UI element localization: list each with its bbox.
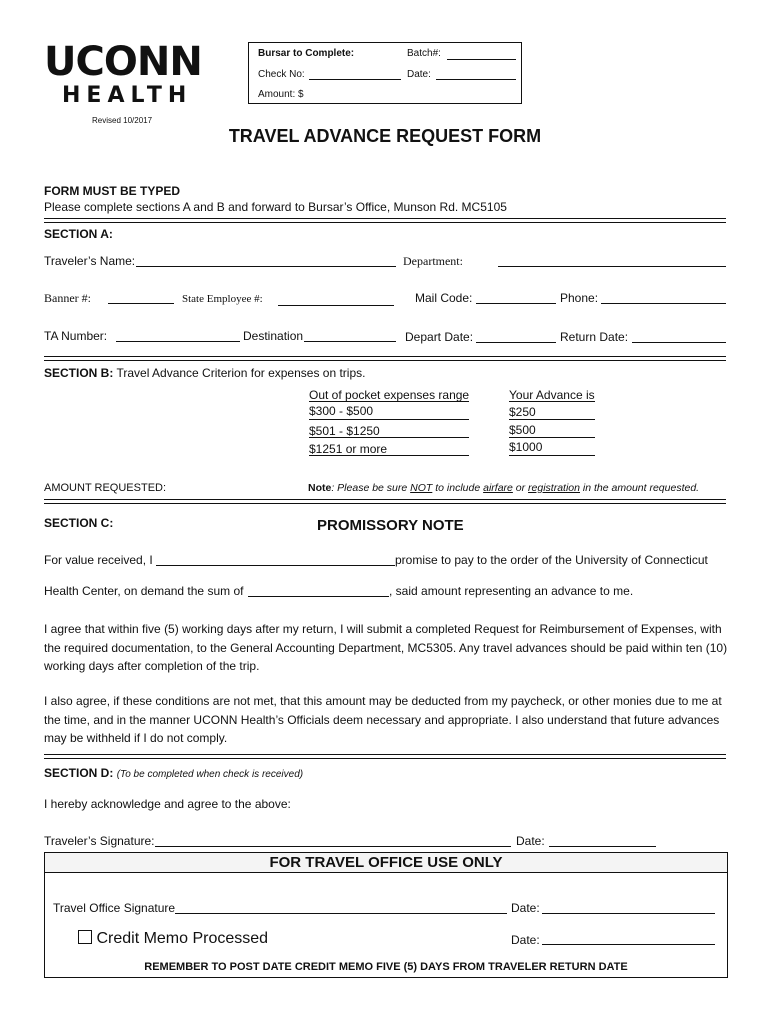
department-field[interactable]: [498, 266, 726, 267]
ta-number-label: TA Number:: [44, 329, 108, 343]
mail-code-label: Mail Code:: [415, 291, 473, 305]
section-d-label: SECTION D:: [44, 766, 114, 780]
agreement-paragraph-2: I also agree, if these conditions are not met, that this amount may be deducted from my paycheck, or other monies due to me at the time, and in the manner UCONN Health’s Officials deem necessary and appropriate. I also understand that future advances may be withheld if I do not comply.: [44, 694, 722, 745]
note: [308, 482, 699, 494]
department-label: Department:: [403, 254, 463, 268]
destination-field[interactable]: [304, 341, 396, 342]
form-title: TRAVEL ADVANCE REQUEST FORM: [228, 126, 542, 146]
credit-memo-date-field[interactable]: [542, 944, 715, 945]
table-rule: [509, 437, 595, 438]
note-text: or: [512, 482, 529, 494]
signature-date-field[interactable]: [549, 846, 656, 847]
note-registration: registration: [528, 482, 580, 494]
table-cell-range: $300 - $500: [309, 404, 374, 418]
acknowledge-text: I hereby acknowledge and agree to the above:: [44, 797, 291, 811]
table-cell-advance: $500: [509, 423, 536, 437]
instructions: Please complete sections A and B and forward to Bursar’s Office, Munson Rd. MC5105: [44, 200, 507, 214]
credit-memo-label: Credit Memo Processed: [96, 930, 269, 947]
sum-label: Health Center, on demand the sum of: [44, 584, 244, 598]
bursar-date-field[interactable]: [436, 79, 516, 80]
table-rule: [309, 419, 469, 420]
return-date-field[interactable]: [632, 342, 726, 343]
depart-date-label: Depart Date:: [405, 330, 474, 344]
sum-text: , said amount representing an advance to me.: [389, 584, 634, 598]
batch-field[interactable]: [447, 59, 516, 60]
section-b-label: SECTION B:: [44, 366, 114, 380]
bursar-date-label: Date:: [407, 69, 431, 80]
must-be-typed: FORM MUST BE TYPED: [44, 184, 181, 198]
phone-field[interactable]: [601, 303, 726, 304]
section-b-text: Travel Advance Criterion for expenses on trips.: [113, 366, 366, 380]
note-text: in the amount requested.: [580, 482, 700, 494]
return-date-label: Return Date:: [560, 330, 629, 344]
table-cell-advance: $1000: [509, 440, 543, 454]
mail-code-field[interactable]: [476, 303, 556, 304]
travelers-name-label: Traveler’s Name:: [44, 254, 136, 268]
office-date-label: Date:: [511, 901, 540, 915]
promissory-note-title: PROMISSORY NOTE: [317, 517, 464, 534]
ta-number-field[interactable]: [116, 341, 240, 342]
travel-office-signature-label: Travel Office Signature: [53, 901, 176, 915]
amount-label: Amount: $: [258, 89, 304, 100]
banner-field[interactable]: [108, 303, 174, 304]
travelers-signature-field[interactable]: [155, 846, 511, 847]
value-received-label: For value received, I: [44, 553, 153, 567]
divider: [44, 218, 726, 223]
table-cell-advance: $250: [509, 405, 536, 419]
state-employee-label: State Employee #:: [182, 293, 263, 305]
signature-date-label: Date:: [516, 834, 545, 848]
bursar-title: Bursar to Complete:: [258, 48, 355, 59]
travel-office-signature-field[interactable]: [175, 913, 507, 914]
table-rule: [509, 455, 595, 456]
table-rule: [509, 401, 595, 402]
bursar-box: [248, 42, 522, 104]
reminder-text: REMEMBER TO POST DATE CREDIT MEMO FIVE (5) DAYS FROM TRAVELER RETURN DATE: [144, 961, 628, 973]
table-cell-range: $501 - $1250: [309, 424, 380, 438]
note-text: : Please be sure: [331, 482, 411, 494]
travelers-signature-label: Traveler’s Signature:: [44, 834, 155, 848]
uconn-logo-wordmark: UCONN: [44, 39, 202, 85]
travel-office-box: [44, 852, 728, 978]
table-header-advance: Your Advance is: [509, 388, 595, 402]
name-field[interactable]: [156, 565, 395, 566]
section-a-heading: SECTION A:: [44, 227, 113, 241]
state-employee-field[interactable]: [278, 305, 394, 306]
section-b-heading: [44, 366, 365, 380]
table-rule: [509, 419, 595, 420]
check-no-label: Check No:: [258, 69, 305, 80]
office-date-field[interactable]: [542, 913, 715, 914]
agreement-paragraph-1: I agree that within five (5) working days after my return, I will submit a completed Request for Reimbursement of Expenses, with the required documentation, to the General Accounting Department, MC5305. Any travel advances should be paid within ten (10) working days after completion of the trip.: [44, 622, 728, 673]
revised-date: Revised 10/2017: [92, 116, 153, 125]
travelers-name-field[interactable]: [136, 266, 396, 267]
credit-memo-row: [78, 930, 268, 948]
note-not: NOT: [410, 482, 433, 494]
table-header-range: Out of pocket expenses range: [309, 388, 470, 402]
section-d-heading: [44, 766, 303, 780]
promise-text: promise to pay to the order of the University of Connecticut: [395, 553, 708, 567]
table-cell-range: $1251 or more: [309, 442, 388, 456]
table-rule: [309, 455, 469, 456]
phone-label: Phone:: [560, 291, 599, 305]
travel-office-heading: FOR TRAVEL OFFICE USE ONLY: [45, 853, 727, 873]
credit-memo-date-label: Date:: [511, 933, 540, 947]
banner-label: Banner #:: [44, 291, 91, 305]
table-rule: [309, 437, 469, 438]
sum-field[interactable]: [248, 596, 389, 597]
divider: [44, 754, 726, 759]
amount-requested-label: AMOUNT REQUESTED:: [44, 482, 167, 494]
divider: [44, 356, 726, 361]
health-logo-wordmark: HEALTH: [62, 83, 193, 108]
batch-label: Batch#:: [407, 48, 441, 59]
section-d-note: (To be completed when check is received): [116, 769, 304, 780]
check-no-field[interactable]: [309, 79, 401, 80]
note-airfare: airfare: [483, 482, 513, 494]
divider: [44, 499, 726, 504]
table-rule: [309, 401, 469, 402]
credit-memo-checkbox[interactable]: [78, 930, 92, 944]
section-c-heading: SECTION C:: [44, 516, 114, 530]
note-label: Note: [308, 482, 332, 494]
destination-label: Destination: [243, 329, 304, 343]
depart-date-field[interactable]: [476, 342, 556, 343]
note-text: to include: [432, 482, 484, 494]
